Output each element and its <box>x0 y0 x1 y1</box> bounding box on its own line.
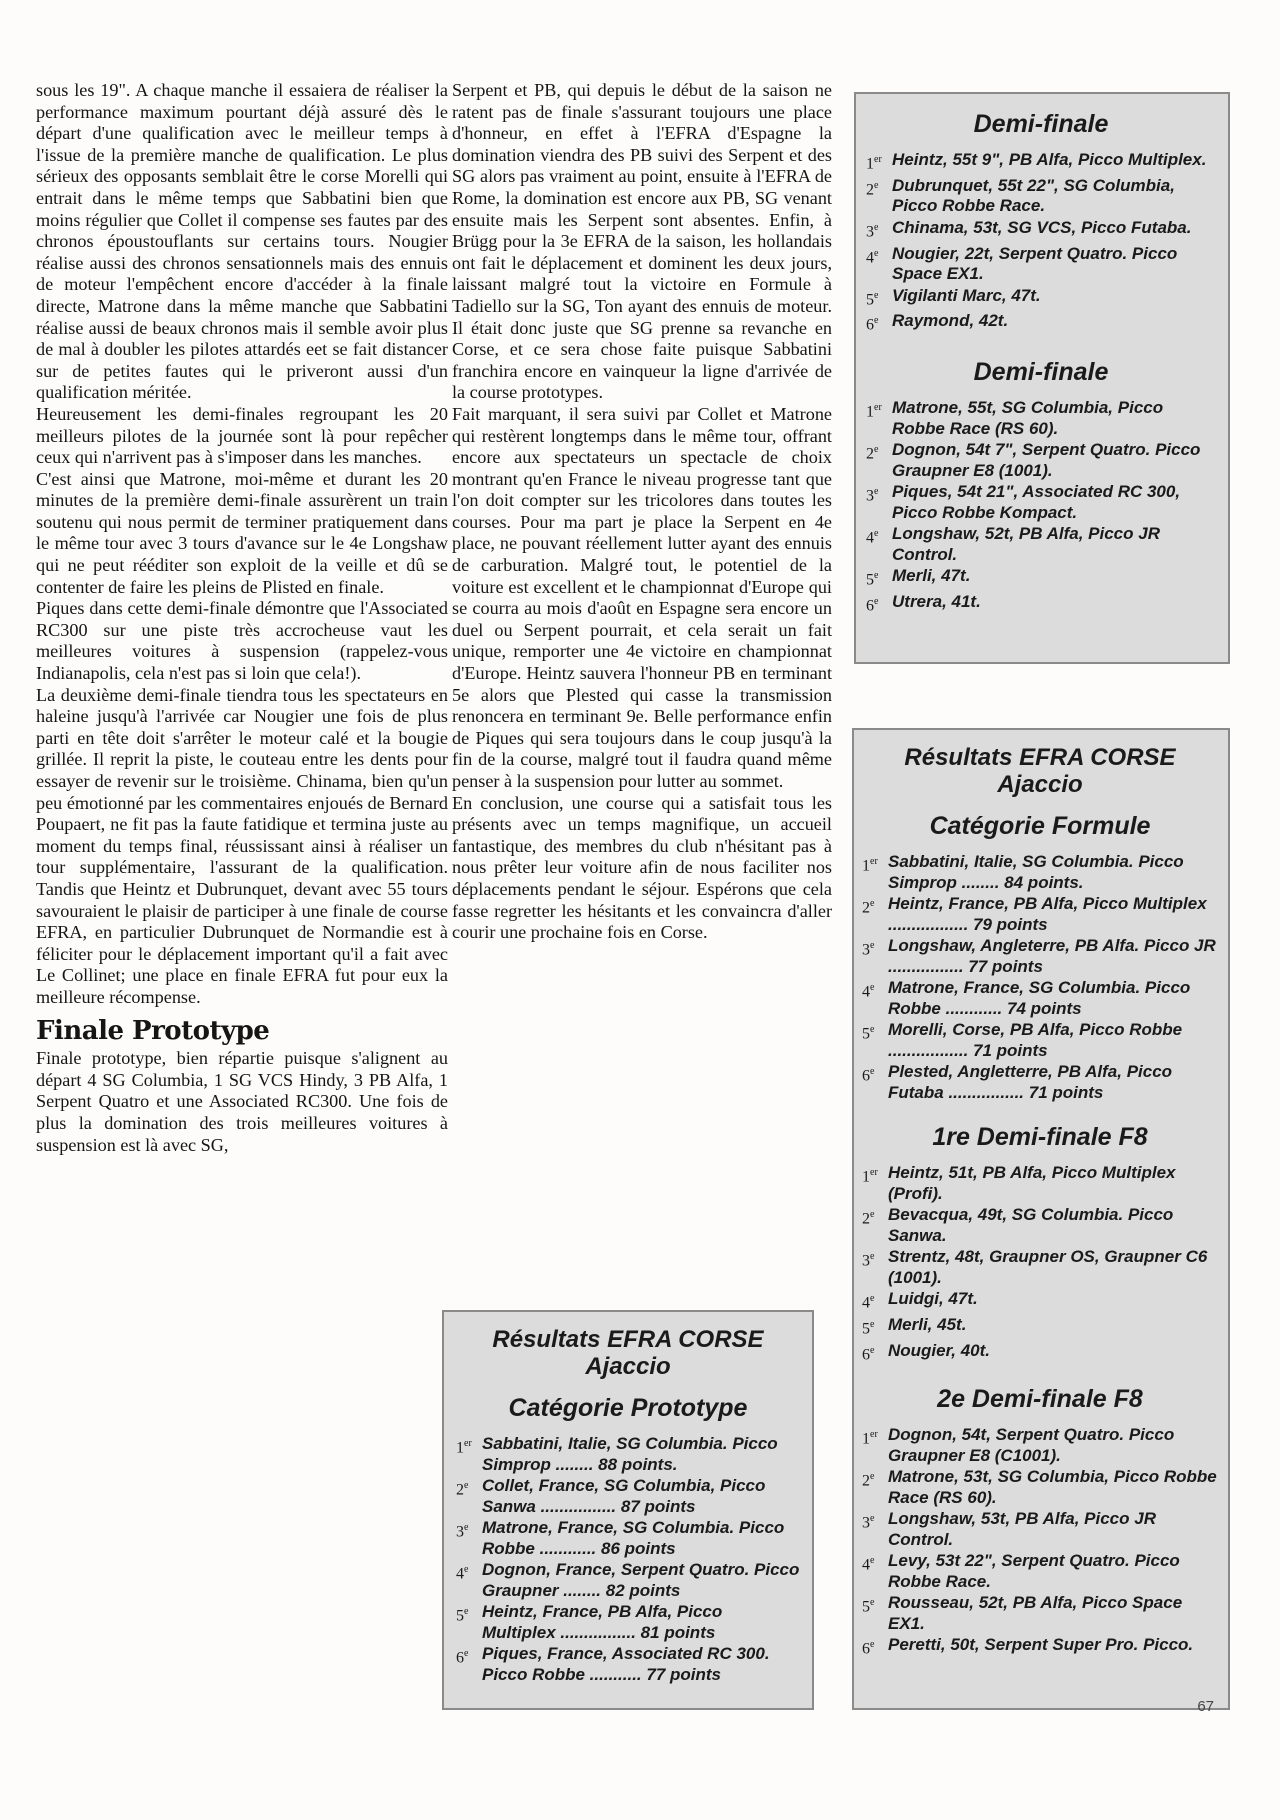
result-row <box>862 1551 1218 1592</box>
result-row <box>866 440 1216 481</box>
result-rank: 3e <box>862 940 875 959</box>
result-row <box>862 852 1218 893</box>
result-text: Morelli, Corse, PB Alfa, Picco Robbe ................. 71 points <box>888 1020 1183 1060</box>
result-text: Dubrunquet, 55t 22", SG Columbia, Picco Robbe Race. <box>892 175 1175 216</box>
result-rank: 5e <box>866 570 879 589</box>
result-row <box>862 1163 1218 1204</box>
article-column-1 <box>36 80 448 1156</box>
article-paragraph: La deuxième demi-finale tiendra tous les spectateurs en haleine jusqu'à l'arrivée car Nougier une fois de plus parti en tête doit s'arrêter le moteur calé et la bougie grillée. Il reprit la piste, le couteau entre les dents pour essayer de revenir sur le troisième. Chinama, bien qu'un peu émotionné par les commentaires enjoués de Bernard Poupaert, ne fit pas la faute fatidique et termina juste au moment du temps final, réussissant ainsi à réaliser un tour supplémentaire, l'assurant de la qualification. Tandis que Heintz et Dubrunquet, devant avec 55 tours savouraient le plaisir de participer à une finale de course EFRA, en particulier Dubrunquet de Normandie est à féliciter pour le déplacement important qu'il a fait avec Le Collinet; une place en finale EFRA fut pour eux la meilleure récompense. <box>36 684 448 1007</box>
results-box-title: Résultats EFRA CORSE Ajaccio <box>492 1326 764 1380</box>
result-row <box>456 1518 800 1559</box>
result-text: Longshaw, 53t, PB Alfa, Picco JR Control. <box>888 1509 1156 1549</box>
result-rank: 3e <box>866 221 879 241</box>
result-row <box>862 1509 1218 1550</box>
result-row <box>862 1635 1218 1660</box>
result-row <box>862 1315 1218 1340</box>
section-title: Finale Prototype <box>36 1015 270 1046</box>
result-row <box>866 150 1216 175</box>
result-text: Raymond, 42t. <box>892 311 1009 331</box>
result-rank: 6e <box>862 1066 875 1085</box>
result-text: Heintz, 51t, PB Alfa, Picco Multiplex (Profi). <box>888 1163 1176 1203</box>
result-row <box>862 1341 1218 1366</box>
result-text: Dognon, 54t, Serpent Quatro. Picco Graupner E8 (C1001). <box>888 1425 1175 1465</box>
result-row <box>866 524 1216 565</box>
results-box-title: Résultats EFRA CORSE Ajaccio <box>904 744 1176 798</box>
results-category-title: Catégorie Prototype <box>508 1394 748 1422</box>
result-row <box>866 311 1216 336</box>
article-paragraph: C'est ainsi que Matrone, moi-même et durant les 20 minutes de la première demi-finale assurèrent un train soutenu qui nous permit de terminer pratiquement dans le même tour avec 3 tours d'avance sur le 4e Longshaw qui ne peut rééditer son exploit de la veille et dû se contenter de faire les pleins de Plisted en finale. <box>36 468 448 597</box>
result-row <box>862 1467 1218 1508</box>
article-paragraph: Serpent et PB, qui depuis le début de la saison ne ratent pas de finale s'assurant toujours une place d'honneur, en effet à l'EFRA d'Espagne la domination viendra des PB suivi des Serpent et des SG alors pas vraiment au point, ensuite à l'EFRA de Rome, la domination est encore aux PB, SG venant ensuite mais les Serpent sont absentes. Enfin, à Brügg pour la 3e EFRA de la saison, les hollandais ont fait le déplacement et dominent les deux jours, laissant malgré tout la victoire en Formule à Tadiello sur la SG, Ton ayant des ennuis de moteur. Il était donc juste que SG prenne sa revanche en Corse, et ce sera chose faite puisque Sabbatini franchira encore en vainqueur la ligne d'arrivée de la course prototypes. <box>452 80 832 403</box>
result-row <box>862 978 1218 1019</box>
article-paragraph: Piques dans cette demi-finale démontre que l'Associated RC300 sur une piste très accrocheuse vaut les meilleures voitures à suspension (rappelez-vous Indianapolis, cela n'est pas si loin que cela!). <box>36 598 448 684</box>
result-rank: 5e <box>862 1597 875 1616</box>
result-rank: 2e <box>866 179 879 199</box>
result-text: Matrone, 55t, SG Columbia, Picco Robbe Race (RS 60). <box>892 398 1164 438</box>
result-row <box>862 1593 1218 1634</box>
results-list <box>862 1425 1218 1660</box>
results-category-title: Catégorie Formule <box>929 812 1151 840</box>
result-rank: 2e <box>456 1480 469 1499</box>
result-rank: 2e <box>862 1209 875 1228</box>
results-list <box>862 852 1218 1103</box>
result-rank: 1er <box>866 154 882 173</box>
results-list <box>456 1434 800 1685</box>
result-text: Bevacqua, 49t, SG Columbia. Picco Sanwa. <box>888 1205 1174 1245</box>
result-text: Levy, 53t 22", Serpent Quatro. Picco Robbe Race. <box>888 1551 1180 1591</box>
result-text: Heintz, France, PB Alfa, Picco Multiplex ................ 81 points <box>482 1602 723 1642</box>
article-column-2 <box>452 80 832 944</box>
result-text: Dognon, France, Serpent Quatro. Picco Graupner ........ 82 points <box>482 1560 800 1600</box>
result-row <box>862 894 1218 935</box>
result-text: Matrone, France, SG Columbia. Picco Robbe ............ 74 points <box>888 978 1191 1018</box>
result-row <box>866 244 1216 285</box>
article-paragraph: Heureusement les demi-finales regroupant les 20 meilleurs pilotes de la journée sont là pour repêcher ceux qui n'arrivent pas à s'imposer dans les manches. <box>36 403 448 468</box>
result-text: Vigilanti Marc, 47t. <box>892 285 1041 305</box>
result-rank: 4e <box>456 1564 469 1583</box>
result-row <box>456 1434 800 1475</box>
result-rank: 6e <box>862 1639 875 1658</box>
result-text: Luidgi, 47t. <box>888 1289 978 1308</box>
result-rank: 6e <box>866 596 879 615</box>
result-rank: 3e <box>866 486 879 505</box>
result-rank: 6e <box>456 1648 469 1667</box>
result-rank: 4e <box>862 1555 875 1574</box>
result-text: Longshaw, 52t, PB Alfa, Picco JR Control. <box>892 524 1160 564</box>
result-text: Heintz, 55t 9", PB Alfa, Picco Multiplex. <box>892 150 1207 169</box>
article-paragraph: Finale prototype, bien répartie puisque s'alignent au départ 4 SG Columbia, 1 SG VCS Hindy, 3 PB Alfa, 1 Serpent Quatro et une Associated RC300. Une fois de plus la domination des trois meilleures voitures à suspension est là avec SG, <box>36 1048 448 1155</box>
result-text: Sabbatini, Italie, SG Columbia. Picco Simprop ........ 88 points. <box>482 1434 778 1474</box>
result-row <box>862 1062 1218 1103</box>
result-text: Strentz, 48t, Graupner OS, Graupner C6 (1001). <box>888 1247 1208 1287</box>
result-rank: 2e <box>862 898 875 917</box>
article-paragraph: sous les 19". A chaque manche il essaiera de réaliser la performance maximum pourtant déjà assuré dès le départ d'une qualification avec le meilleur temps à l'issue de la première manche de qualification. Le plus sérieux des opposants semblait être le corse Morelli qui entrait dans le même temps que Sabbatini bien que moins régulier que Collet il compense ses fautes par des chronos époustouflants sur certains tours. Nougier réalise aussi des chronos sensationnels mais des ennuis de moteur l'empêchent encore d'accéder à la finale directe, Matrone dans la même manche que Sabbatini réalise aussi de beaux chronos mais il semble avoir plus de mal à doubler les pilotes attardés eet se fait distancer sur de petites fautes qui le priveront aussi d'un qualification méritée. <box>36 80 448 403</box>
result-text: Collet, France, SG Columbia, Picco Sanwa ................ 87 points <box>482 1476 766 1516</box>
results-list <box>862 1163 1218 1365</box>
result-text: Utrera, 41t. <box>892 592 981 612</box>
result-rank: 6e <box>866 315 879 334</box>
result-text: Rousseau, 52t, PB Alfa, Picco Space EX1. <box>888 1593 1183 1633</box>
result-rank: 3e <box>862 1513 875 1532</box>
result-rank: 2e <box>866 444 879 463</box>
result-rank: 4e <box>862 982 875 1001</box>
result-text: Nougier, 22t, Serpent Quatro. Picco Space EX1. <box>892 243 1178 284</box>
result-row <box>862 1247 1218 1288</box>
result-text: Dognon, 54t 7", Serpent Quatro. Picco Graupner E8 (1001). <box>892 440 1201 480</box>
result-row <box>866 176 1216 217</box>
result-rank: 4e <box>866 247 879 266</box>
semifinal-f8-title: 1re Demi-finale F8 <box>932 1123 1148 1151</box>
result-rank: 5e <box>456 1606 469 1625</box>
result-row <box>866 482 1216 523</box>
result-row <box>866 566 1216 591</box>
result-text: Sabbatini, Italie, SG Columbia. Picco Simprop ........ 84 points. <box>888 852 1184 892</box>
results-box-prototype <box>442 1310 814 1710</box>
result-text: Plested, Angletterre, PB Alfa, Picco Futaba ................ 71 points <box>888 1062 1173 1102</box>
result-text: Merli, 45t. <box>888 1314 967 1334</box>
result-text: Matrone, France, SG Columbia. Picco Robbe ............ 86 points <box>482 1518 785 1558</box>
semifinal-f8-title: 2e Demi-finale F8 <box>937 1385 1143 1414</box>
result-row <box>456 1602 800 1643</box>
result-rank: 3e <box>456 1522 469 1541</box>
result-row <box>866 398 1216 439</box>
result-row <box>862 1205 1218 1246</box>
result-rank: 5e <box>862 1318 875 1338</box>
result-row <box>866 218 1216 243</box>
result-rank: 5e <box>866 289 879 308</box>
result-rank: 3e <box>862 1251 875 1270</box>
results-box-formule <box>852 728 1230 1710</box>
result-text: Merli, 47t. <box>892 566 971 586</box>
result-row <box>866 592 1216 617</box>
result-rank: 5e <box>862 1024 875 1043</box>
page-number: 67 <box>1197 1698 1214 1715</box>
results-list <box>866 150 1216 336</box>
result-rank: 4e <box>866 528 879 547</box>
result-rank: 2e <box>862 1471 875 1490</box>
result-text: Heintz, France, PB Alfa, Picco Multiplex ................. 79 points <box>888 894 1207 934</box>
result-rank: 1er <box>866 402 882 421</box>
article-paragraph: En conclusion, une course qui a satisfait tous les présents avec un temps magnifique, un accueil fantastique, des membres du club n'hésitant pas à nous prêter leur voiture afin de nous faciliter nos déplacements pendant le séjour. Espérons que cela fasse regretter les hésitants et les convaincra d'aller courir une prochaine fois en Corse. <box>452 792 832 943</box>
result-row <box>456 1560 800 1601</box>
result-row <box>456 1644 800 1685</box>
result-rank: 4e <box>862 1293 875 1312</box>
result-text: Piques, 54t 21", Associated RC 300, Picco Robbe Kompact. <box>892 482 1181 522</box>
result-row <box>866 286 1216 311</box>
result-text: Chinama, 53t, SG VCS, Picco Futaba. <box>892 217 1192 237</box>
result-row <box>862 1425 1218 1466</box>
result-row <box>456 1476 800 1517</box>
semifinal-title: Demi-finale <box>973 110 1109 138</box>
result-text: Piques, France, Associated RC 300. Picco Robbe ........... 77 points <box>482 1644 770 1684</box>
result-rank: 1er <box>862 1167 878 1186</box>
result-rank: 1er <box>862 1429 878 1448</box>
result-text: Peretti, 50t, Serpent Super Pro. Picco. <box>888 1635 1194 1655</box>
result-rank: 6e <box>862 1344 875 1363</box>
result-rank: 1er <box>862 856 878 875</box>
result-text: Longshaw, Angleterre, PB Alfa. Picco JR ................ 77 points <box>888 936 1216 976</box>
result-row <box>862 1020 1218 1061</box>
results-box-semifinals <box>854 92 1230 664</box>
semifinal-title: Demi-finale <box>973 358 1109 387</box>
result-text: Matrone, 53t, SG Columbia, Picco Robbe Race (RS 60). <box>888 1467 1217 1507</box>
result-row <box>862 936 1218 977</box>
result-rank: 1er <box>456 1438 472 1457</box>
article-paragraph: Fait marquant, il sera suivi par Collet et Matrone qui restèrent longtemps dans le même tour, offrant encore aux spectateurs un spectacle de choix montrant qu'en France le niveau progresse tant que l'on doit compter sur les tricolores dans toutes les courses. Pour ma part je place la Serpent en 4e place, ne pouvant réellement lutter ayant des ennuis de carburation. Malgré tout, le potentiel de la voiture est excellent et le championnat d'Europe qui se courra au mois d'août en Espagne sera encore un duel ou Serpent pourrait, et cela serait un fait unique, remporter une 4e victoire en championnat d'Europe. Heintz sauvera l'honneur PB en terminant 5e alors que Plested qui casse la transmission renoncera en terminant 9e. Belle performance enfin de Piques qui sera toujours dans le coup jusqu'à la fin de la course, malgré tout il faudra quand même penser à la suspension pour lutter au sommet. <box>452 403 832 791</box>
result-text: Nougier, 40t. <box>888 1340 991 1360</box>
result-row <box>862 1289 1218 1314</box>
results-list <box>866 398 1216 617</box>
